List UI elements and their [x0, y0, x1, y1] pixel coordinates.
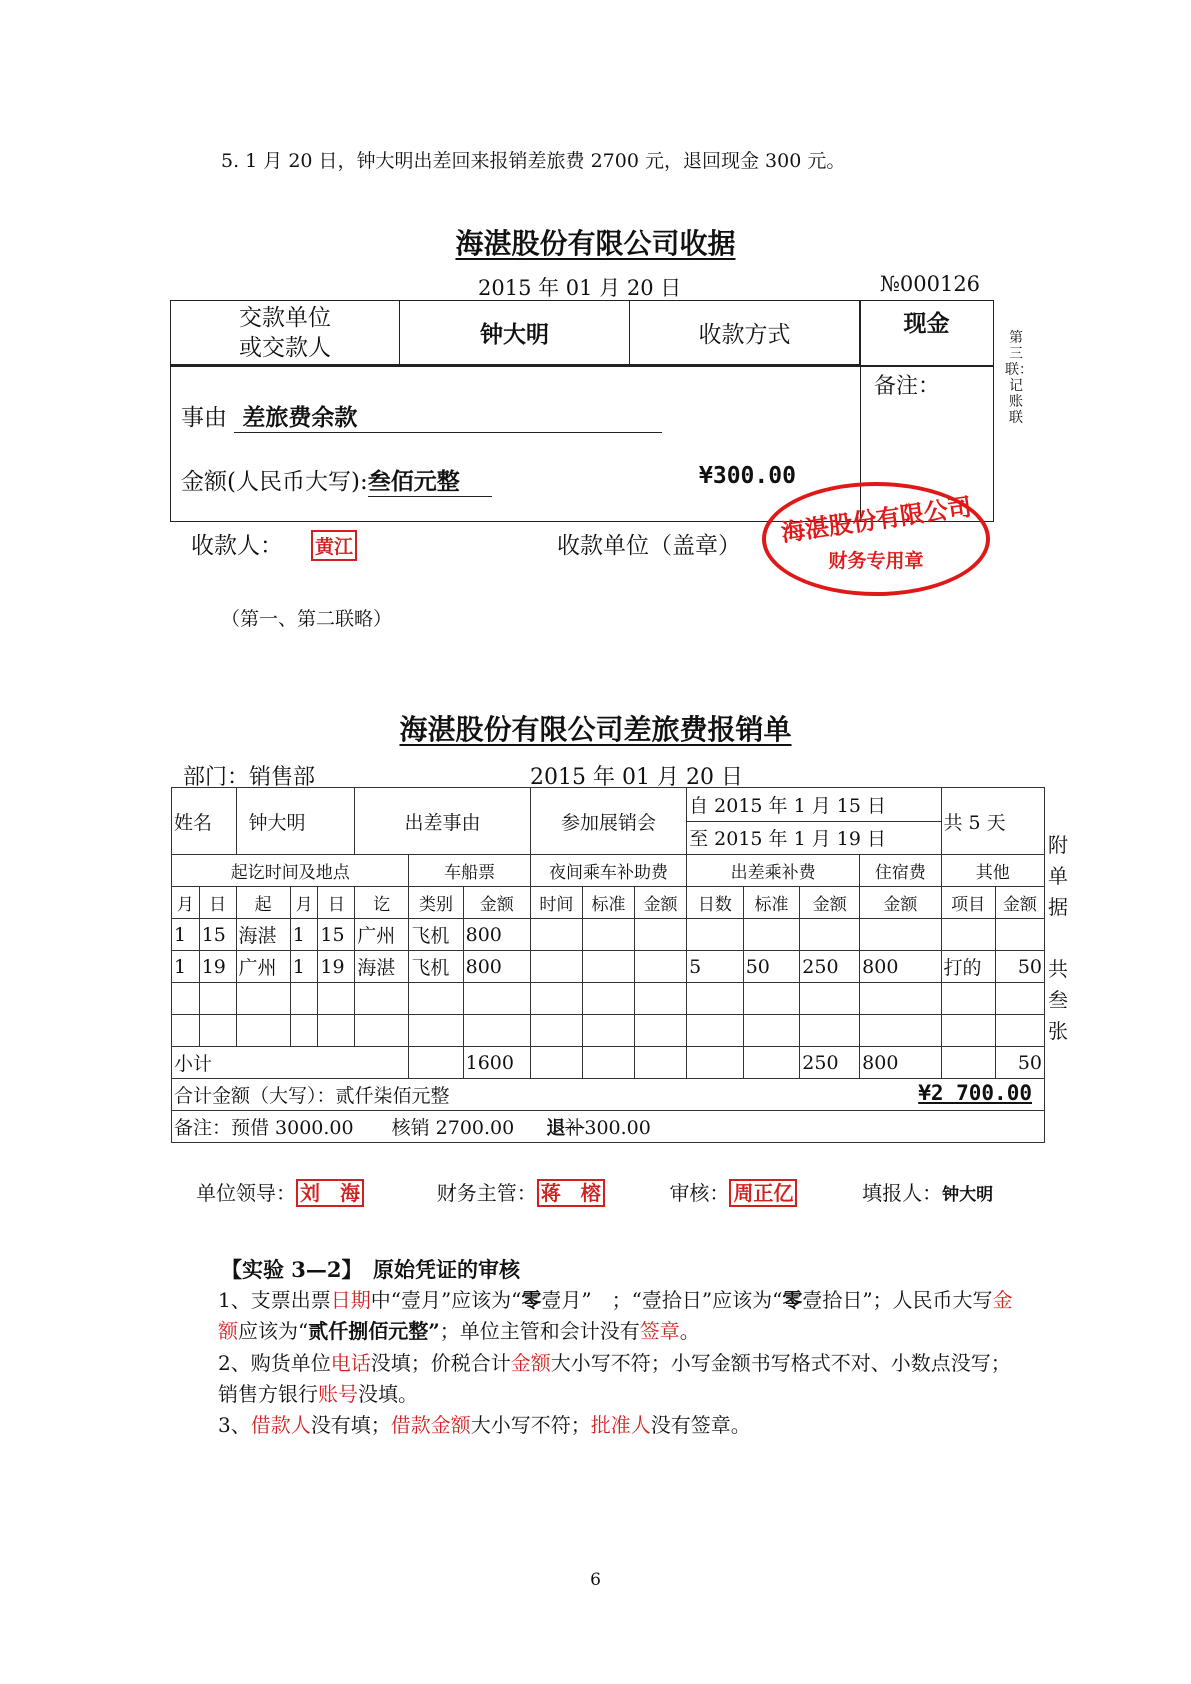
table-cell: 800 [463, 951, 530, 983]
expense-dept: 部门：销售部 [183, 765, 316, 790]
table-cell [635, 951, 687, 983]
table-cell [995, 983, 1044, 1015]
column-head-10: 金额 [635, 887, 687, 919]
to-date: 至 2015 年 1 月 19 日 [687, 821, 941, 855]
reason-value: 差旅费余款 [234, 399, 662, 433]
table-cell [860, 983, 941, 1015]
header-group-row [172, 855, 1045, 887]
table-cell [743, 983, 800, 1015]
payee-seal: 黄江 [311, 530, 357, 561]
payer-label-cell [171, 301, 400, 365]
column-head-5: 讫 [355, 887, 409, 919]
table-cell [995, 919, 1044, 951]
expense-title: 海湛股份有限公司差旅费报销单 [399, 713, 792, 746]
attachment-count: 共叁张 [1048, 957, 1068, 1043]
subtotal-label: 小计 [172, 1047, 409, 1079]
column-head-16: 金额 [995, 887, 1044, 919]
column-head-11: 日数 [687, 887, 744, 919]
column-head-0: 月 [172, 887, 200, 919]
payer-label-1: 交款单位 [239, 304, 331, 331]
refund-amount: 300.00 [584, 1117, 651, 1139]
note-label: 备注： [874, 374, 941, 399]
table-cell: 5 [687, 951, 744, 983]
name-value: 钟大明 [236, 788, 355, 855]
table-cell [635, 1015, 687, 1047]
table-cell [409, 1015, 463, 1047]
experiment-heading: 【实验 3—2】 原始凭证的审核 [221, 1257, 521, 1282]
column-head-2: 起 [236, 887, 290, 919]
receipt-date: 2015 年 01 月 20 日 [478, 276, 682, 300]
table-cell [318, 983, 355, 1015]
amount-words: 叁佰元整 [368, 463, 492, 497]
experiment-paragraph-3: 3、借款人没有填；借款金额大小写不符；批准人没有签章。 [218, 1413, 751, 1437]
table-cell [800, 983, 860, 1015]
supplement-label: 补 [565, 1117, 585, 1139]
table-cell: 19 [318, 951, 355, 983]
table-cell [582, 951, 634, 983]
name-label: 姓名 [172, 788, 237, 855]
column-head-13: 金额 [800, 887, 860, 919]
column-head-12: 标准 [743, 887, 800, 919]
payee-label: 收款人： [191, 533, 283, 559]
table-cell [172, 983, 200, 1015]
table-cell: 打的 [941, 951, 995, 983]
table-cell [860, 919, 941, 951]
expense-table [171, 787, 1045, 1143]
data-rows [172, 919, 1045, 1047]
table-cell: 广州 [355, 919, 409, 951]
column-head-6: 类别 [409, 887, 463, 919]
table-cell [687, 919, 744, 951]
table-cell [463, 983, 530, 1015]
table-cell [530, 983, 582, 1015]
total-row [172, 1079, 1045, 1111]
header-group-1: 车船票 [409, 855, 530, 887]
table-cell: 250 [800, 951, 860, 983]
omitted-note: （第一、第二联略） [221, 608, 393, 630]
experiment-paragraph-2: 2、购货单位电话没填；价税合计金额大小写不符；小写金额书写格式不对、小数点没写；销售方银行账号没填。 [218, 1351, 1011, 1406]
table-cell [199, 983, 236, 1015]
table-cell [172, 1015, 200, 1047]
column-head-15: 项目 [941, 887, 995, 919]
table-cell [290, 1015, 318, 1047]
table-cell [941, 919, 995, 951]
subtotal-lodging: 800 [860, 1047, 941, 1079]
column-head-4: 日 [318, 887, 355, 919]
table-cell [941, 1015, 995, 1047]
table-cell: 飞机 [409, 951, 463, 983]
method-label: 收款方式 [630, 301, 860, 365]
copy-label: 第三联：记账联 [1005, 330, 1033, 426]
table-cell: 50 [743, 951, 800, 983]
table-row [172, 919, 1045, 951]
table-cell [355, 1015, 409, 1047]
attachment-label: 附单据 [1048, 833, 1068, 919]
days-value: 共 5 天 [941, 788, 1045, 855]
table-cell [941, 983, 995, 1015]
table-cell: 海湛 [355, 951, 409, 983]
unit-label: 收款单位（盖章） [557, 533, 741, 559]
note-row [172, 1111, 1045, 1143]
table-cell [582, 919, 634, 951]
amount-line: 金额(人民币大写):叁佰元整 [181, 463, 492, 497]
header-group-4: 住宿费 [860, 855, 941, 887]
table-cell [800, 919, 860, 951]
table-cell: 19 [199, 951, 236, 983]
table-cell [582, 983, 634, 1015]
column-head-8: 时间 [530, 887, 582, 919]
subtotal-other: 50 [995, 1047, 1044, 1079]
stamp-top-text: 海湛股份有限公司 [779, 491, 974, 548]
table-cell: 15 [199, 919, 236, 951]
table-cell [635, 983, 687, 1015]
receipt-title: 海湛股份有限公司收据 [455, 227, 736, 260]
table-row [172, 983, 1045, 1015]
header-group-3: 出差乘补费 [687, 855, 860, 887]
column-head-14: 金额 [860, 887, 941, 919]
table-row [172, 1015, 1045, 1047]
table-cell: 1 [290, 919, 318, 951]
header-group-0: 起讫时间及地点 [172, 855, 409, 887]
table-cell: 800 [463, 919, 530, 951]
total-number: ¥2 700.00 [918, 1081, 1032, 1105]
subtotal-allowance: 250 [800, 1047, 860, 1079]
refund-label: 退 [546, 1117, 566, 1139]
table-cell [743, 1015, 800, 1047]
header-group-2: 夜间乘车补助费 [530, 855, 686, 887]
subtotal-ticket: 1600 [463, 1047, 530, 1079]
table-cell [236, 983, 290, 1015]
table-cell [236, 1015, 290, 1047]
column-head-7: 金额 [463, 887, 530, 919]
table-cell [290, 983, 318, 1015]
finance-seal: 蒋 榕 [537, 1179, 605, 1207]
experiment-paragraph-1: 1、支票出票日期中“壹月”应该为“零壹月” ；“壹拾日”应该为“零壹拾日”；人民币大写金额应该为“贰仟捌佰元整”；单位主管和会计没有签章。 [218, 1288, 1013, 1343]
table-cell [743, 919, 800, 951]
table-cell: 800 [860, 951, 941, 983]
amount-number: ¥300.00 [699, 463, 796, 489]
filler-signature: 钟大明 [942, 1185, 994, 1205]
table-cell [530, 919, 582, 951]
finance-stamp [762, 482, 990, 596]
header-group-5: 其他 [941, 855, 1045, 887]
reason-value: 参加展销会 [530, 788, 686, 855]
table-cell [860, 1015, 941, 1047]
intro-text: 5. 1 月 20 日，钟大明出差回来报销差旅费 2700 元，退回现金 300 元。 [221, 150, 846, 172]
signatures: 单位领导： 刘 海 财务主管： 蒋 榕 审核： 周正亿 填报人：钟大明 [196, 1181, 994, 1205]
leader-seal: 刘 海 [296, 1179, 364, 1207]
page-number: 6 [590, 1570, 601, 1590]
table-cell [530, 1015, 582, 1047]
table-cell: 1 [172, 951, 200, 983]
receipt-number: №000126 [880, 272, 981, 296]
payer-value: 钟大明 [400, 301, 630, 365]
payer-label-2: 或交款人 [239, 334, 331, 361]
table-cell [800, 1015, 860, 1047]
table-cell: 50 [995, 951, 1044, 983]
expense-date: 2015 年 01 月 20 日 [530, 765, 743, 790]
reason-line: 事由 差旅费余款 [181, 399, 821, 433]
table-cell [687, 983, 744, 1015]
table-cell [463, 1015, 530, 1047]
table-cell: 15 [318, 919, 355, 951]
table-cell [687, 1015, 744, 1047]
method-value: 现金 [903, 310, 950, 337]
column-head-3: 月 [290, 887, 318, 919]
from-date: 自 2015 年 1 月 15 日 [687, 788, 941, 822]
reason-label: 出差事由 [355, 788, 531, 855]
table-cell [582, 1015, 634, 1047]
column-head-1: 日 [199, 887, 236, 919]
column-head-9: 标准 [582, 887, 634, 919]
table-cell [635, 919, 687, 951]
table-cell: 海湛 [236, 919, 290, 951]
table-cell [995, 1015, 1044, 1047]
table-cell: 广州 [236, 951, 290, 983]
table-cell: 1 [172, 919, 200, 951]
table-cell [199, 1015, 236, 1047]
table-cell: 1 [290, 951, 318, 983]
total-label: 合计金额（大写）：贰仟柒佰元整 [174, 1085, 450, 1107]
table-row [172, 951, 1045, 983]
audit-seal: 周正亿 [729, 1179, 797, 1207]
note-text: 备注：预借 3000.00 核销 2700.00 [174, 1117, 515, 1139]
table-cell [530, 951, 582, 983]
table-cell: 飞机 [409, 919, 463, 951]
column-head-row [172, 887, 1045, 919]
table-cell [355, 983, 409, 1015]
table-cell [409, 983, 463, 1015]
stamp-bottom-text: 财务专用章 [828, 550, 924, 572]
table-cell [318, 1015, 355, 1047]
